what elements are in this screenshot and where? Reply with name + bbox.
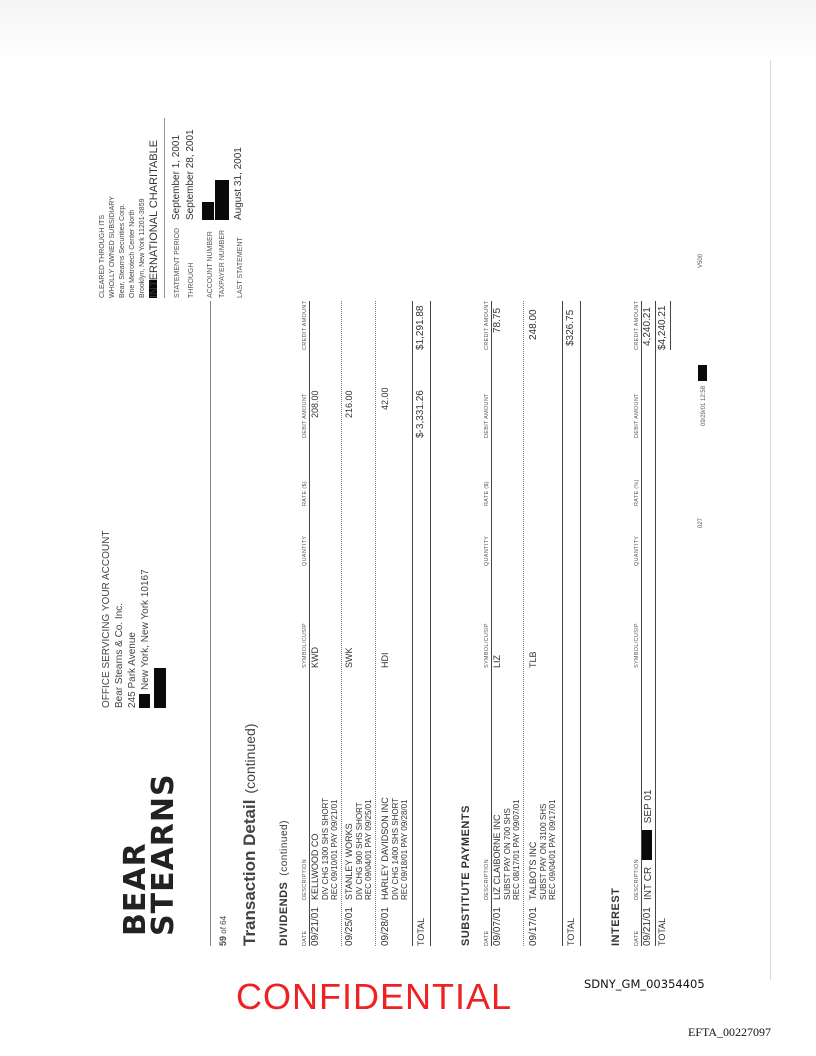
description-line: DIV CHG 1300 SHS SHORT xyxy=(321,797,330,900)
description-line: DIV CHG 1400 SHS SHORT xyxy=(391,797,400,900)
total-rule xyxy=(412,301,413,946)
interest-heading: INTEREST xyxy=(610,887,622,946)
col-header-debit: DEBIT AMOUNT xyxy=(302,393,308,438)
clearing-line-1: CLEARED THROUGH ITS xyxy=(99,214,106,298)
col-header-credit: CREDIT AMOUNT xyxy=(634,300,640,350)
dividend-debit: 216.00 xyxy=(344,390,354,418)
footer-timestamp-row xyxy=(698,365,707,426)
interest-description xyxy=(642,790,654,900)
description-line: SUBST PAY ON 700 SHS xyxy=(503,808,512,900)
account-type: INTERNATIONAL CHARITABLE xyxy=(148,139,160,298)
page-title xyxy=(240,724,260,946)
redaction-bar xyxy=(215,180,229,220)
total-rule xyxy=(670,301,671,350)
col-header-rate: RATE ($) xyxy=(302,481,308,506)
redaction-bar xyxy=(642,830,652,860)
footer-code: 027 xyxy=(698,517,704,528)
footer-code: V500 xyxy=(698,253,704,268)
rotated-statement-page xyxy=(80,58,720,958)
col-header-date: DATE xyxy=(302,930,308,946)
description-line: DIV CHG 900 SHS SHORT xyxy=(355,802,364,900)
last-statement-value: August 31, 2001 xyxy=(233,147,244,220)
dividends-title: DIVIDENDS xyxy=(278,881,290,946)
logo-line-1: BEAR xyxy=(118,842,153,936)
dividends-total-debit: $-3,331.26 xyxy=(415,390,426,438)
dividend-description xyxy=(310,798,339,900)
total-rule xyxy=(655,301,656,946)
substitute-date: 09/17/01 xyxy=(528,907,539,946)
interest-desc-suffix: SEP 01 xyxy=(643,789,654,824)
office-name: Bear Stearns & Co. Inc. xyxy=(114,602,125,708)
dividend-date: 09/25/01 xyxy=(344,907,355,946)
row-divider xyxy=(523,301,524,946)
description-line: LIZ CLAIBORNE INC xyxy=(492,814,502,900)
col-header-symbol: SYMBOL/CUSIP xyxy=(484,623,490,668)
office-street: 245 Park Avenue xyxy=(127,632,138,708)
col-header-rate-pct: RATE (%) xyxy=(634,479,640,506)
clearing-line-4: One Metrotech Center North xyxy=(129,209,136,298)
dividend-symbol: KWD xyxy=(310,647,320,668)
total-rule xyxy=(562,301,563,946)
col-header-credit: CREDIT AMOUNT xyxy=(484,300,490,350)
confidential-stamp: CONFIDENTIAL xyxy=(236,976,513,1017)
dividend-debit: 208.00 xyxy=(310,390,320,418)
col-header-debit: DEBIT AMOUNT xyxy=(484,393,490,438)
interest-credit: 4,240.21 xyxy=(642,307,653,346)
clearing-line-5: Brooklyn, New York 11201-3859 xyxy=(139,198,146,298)
through-label: THROUGH xyxy=(188,262,195,298)
interest-total-label: TOTAL xyxy=(657,917,667,946)
office-heading: OFFICE SERVICING YOUR ACCOUNT xyxy=(101,530,112,708)
dividend-date: 09/21/01 xyxy=(310,907,321,946)
dividends-total-credit: $1,291.88 xyxy=(415,305,426,350)
page-number xyxy=(218,916,228,946)
interest-desc-prefix: INT CR xyxy=(643,866,654,900)
account-number-label: ACCOUNT NUMBER xyxy=(207,231,214,298)
page-number-current: 59 xyxy=(218,935,228,946)
office-city-row xyxy=(139,531,152,708)
row-divider xyxy=(341,301,342,946)
col-header-description: DESCRIPTION xyxy=(634,859,640,900)
redaction-bar xyxy=(698,365,707,381)
scan-edge xyxy=(0,0,816,60)
redaction-bar xyxy=(154,668,166,708)
clearing-line-2: WHOLLY OWNED SUBSIDIARY xyxy=(109,196,116,298)
interest-total-credit: $4,240.21 xyxy=(657,305,668,350)
description-line: REC 09/04/01 PAY 09/25/01 xyxy=(364,799,373,900)
through-value: September 28, 2001 xyxy=(185,129,196,220)
col-header-quantity: QUANTITY xyxy=(634,535,640,566)
col-header-credit: CREDIT AMOUNT xyxy=(302,300,308,350)
substitute-description xyxy=(492,799,521,900)
substitute-payments-heading: SUBSTITUTE PAYMENTS xyxy=(460,805,472,946)
dividend-debit: 42.00 xyxy=(380,387,390,410)
col-header-symbol: SYMBOL/CUSIP xyxy=(302,623,308,668)
dividend-description xyxy=(380,797,409,900)
description-line: REC 08/17/01 PAY 09/07/01 xyxy=(512,799,521,900)
total-rule xyxy=(430,301,431,946)
dividend-symbol: HDI xyxy=(380,652,390,668)
substitute-date: 09/07/01 xyxy=(492,907,503,946)
description-line: SUBST PAY ON 3100 SHS xyxy=(539,803,548,900)
description-line: REC 09/10/01 PAY 09/21/01 xyxy=(330,799,339,900)
col-header-rate: RATE ($) xyxy=(484,481,490,506)
dividend-description xyxy=(344,799,373,900)
page-number-total: of 64 xyxy=(219,915,228,934)
description-line: STANLEY WORKS xyxy=(344,823,354,900)
description-line: HARLEY DAVIDSON INC xyxy=(380,797,390,900)
header-divider xyxy=(210,301,211,946)
col-header-quantity: QUANTITY xyxy=(484,535,490,566)
office-city: New York, New York 10167 xyxy=(140,569,151,690)
description-line: REC 09/04/01 PAY 09/17/01 xyxy=(548,799,557,900)
dividends-suffix: (continued) xyxy=(279,820,290,876)
statement-period-value: September 1, 2001 xyxy=(171,134,182,220)
col-header-debit: DEBIT AMOUNT xyxy=(634,393,640,438)
logo-line-2: STEARNS xyxy=(146,773,181,936)
col-header-description: DESCRIPTION xyxy=(302,859,308,900)
clearing-line-3: Bear, Stearns Securities Corp. xyxy=(119,203,126,298)
substitute-total-credit: $326.75 xyxy=(565,309,576,346)
dividends-heading xyxy=(278,820,290,946)
dividend-symbol: SWK xyxy=(344,647,354,668)
bates-number: SDNY_GM_00354405 xyxy=(584,977,705,991)
statement-period-label: STATEMENT PERIOD xyxy=(174,227,181,298)
description-line: KELLWOOD CO xyxy=(310,833,320,900)
interest-date: 09/21/01 xyxy=(642,907,653,946)
redaction-bar xyxy=(202,202,214,220)
col-header-description: DESCRIPTION xyxy=(484,859,490,900)
substitute-credit: 78.75 xyxy=(492,307,503,333)
redaction-bar xyxy=(139,694,150,708)
dividends-total-label: TOTAL xyxy=(416,917,426,946)
title-suffix: (continued) xyxy=(242,723,258,794)
col-header-date: DATE xyxy=(634,930,640,946)
substitute-symbol: LIZ xyxy=(492,654,502,668)
title-main: Transaction Detail xyxy=(240,799,259,946)
taxpayer-number-label: TAXPAYER NUMBER xyxy=(219,229,226,298)
description-line: TALBOTS INC xyxy=(528,841,538,900)
substitute-description xyxy=(528,799,557,900)
dividend-date: 09/28/01 xyxy=(380,907,391,946)
bear-stearns-logo xyxy=(118,773,181,936)
efta-number: EFTA_00227097 xyxy=(688,1025,772,1039)
footer-timestamp: 09/29/01 12:58 xyxy=(701,385,707,426)
col-header-symbol: SYMBOL/CUSIP xyxy=(634,623,640,668)
substitute-credit: 248.00 xyxy=(528,309,539,340)
divider xyxy=(164,118,165,298)
last-statement-label: LAST STATEMENT xyxy=(237,237,244,298)
total-rule xyxy=(580,301,581,946)
office-servicing-block xyxy=(100,531,170,708)
substitute-symbol: TLB xyxy=(528,651,538,668)
page-edge-rule xyxy=(770,60,771,980)
col-header-date: DATE xyxy=(484,930,490,946)
description-line: REC 09/18/01 PAY 09/28/01 xyxy=(400,799,409,900)
row-divider xyxy=(375,301,376,946)
col-header-quantity: QUANTITY xyxy=(302,535,308,566)
substitute-total-label: TOTAL xyxy=(566,917,576,946)
